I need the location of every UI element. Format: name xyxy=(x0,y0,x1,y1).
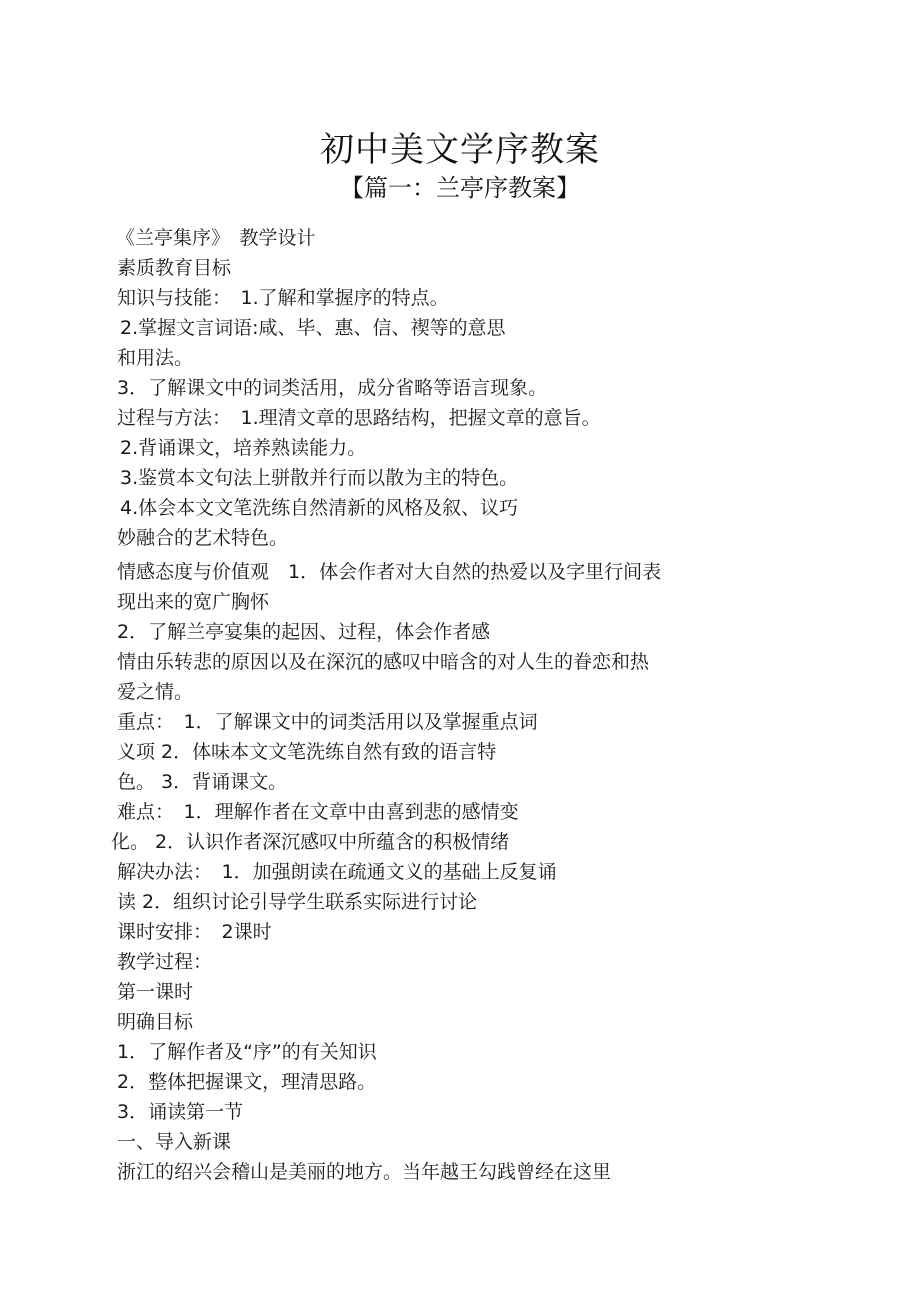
body-line: 知识与技能： 1.了解和掌握序的特点。 xyxy=(117,287,449,309)
body-line: 明确目标 xyxy=(117,1011,194,1033)
body-line: 一、导入新课 xyxy=(117,1131,232,1153)
body-line: 《兰亭集序》 教学设计 xyxy=(116,227,316,249)
body-line: 2.背诵课文，培养熟读能力。 xyxy=(120,437,367,459)
body-line: 难点： 1．理解作者在文章中由喜到悲的感情变 xyxy=(117,801,519,823)
body-line: 素质教育目标 xyxy=(117,257,232,279)
body-line: 浙江的绍兴会稽山是美丽的地方。当年越王勾践曾经在这里 xyxy=(117,1161,612,1183)
body-line: 3．了解课文中的词类活用，成分省略等语言现象。 xyxy=(117,377,548,399)
body-line: 义项 2．体味本文文笔洗练自然有致的语言特 xyxy=(117,741,497,763)
body-line: 读 2．组织讨论引导学生联系实际进行讨论 xyxy=(117,891,478,913)
body-line: 2.掌握文言词语:咸、毕、惠、信、禊等的意思 xyxy=(120,317,506,339)
body-line: 2．整体把握课文，理清思路。 xyxy=(117,1071,377,1093)
body-line: 化。 2．认识作者深沉感叹中所蕴含的积极情绪 xyxy=(111,831,510,853)
body-line: 2．了解兰亭宴集的起因、过程，体会作者感 xyxy=(117,621,491,643)
body-line: 色。 3．背诵课文。 xyxy=(117,771,288,793)
body-line: 解决办法： 1．加强朗读在疏通文义的基础上反复诵 xyxy=(117,861,557,883)
body-line: 3．诵读第一节 xyxy=(117,1101,244,1123)
body-line: 情感态度与价值观 1．体会作者对大自然的热爱以及字里行间表 xyxy=(117,561,662,583)
body-line: 重点： 1．了解课文中的词类活用以及掌握重点词 xyxy=(117,711,538,733)
body-line: 教学过程： xyxy=(117,951,213,973)
body-line: 第一课时 xyxy=(117,981,194,1003)
document-title: 初中美文学序教案 xyxy=(320,130,600,170)
body-line: 妙融合的艺术特色。 xyxy=(117,527,289,549)
body-line: 1．了解作者及“序”的有关知识 xyxy=(117,1041,377,1063)
body-line: 4.体会本文文笔洗练自然清新的风格及叙、议巧 xyxy=(120,497,519,519)
body-line: 3.鉴赏本文句法上骈散并行而以散为主的特色。 xyxy=(120,467,519,489)
body-line: 和用法。 xyxy=(117,347,194,369)
document-subtitle: 【篇一：兰亭序教案】 xyxy=(340,174,580,202)
body-line: 课时安排： 2课时 xyxy=(117,921,272,943)
body-line: 情由乐转悲的原因以及在深沉的感叹中暗含的对人生的眷恋和热 xyxy=(117,651,650,673)
body-line: 过程与方法： 1.理清文章的思路结构，把握文章的意旨。 xyxy=(117,407,601,429)
body-line: 爱之情。 xyxy=(117,681,194,703)
body-line: 现出来的宽广胸怀 xyxy=(117,591,270,613)
